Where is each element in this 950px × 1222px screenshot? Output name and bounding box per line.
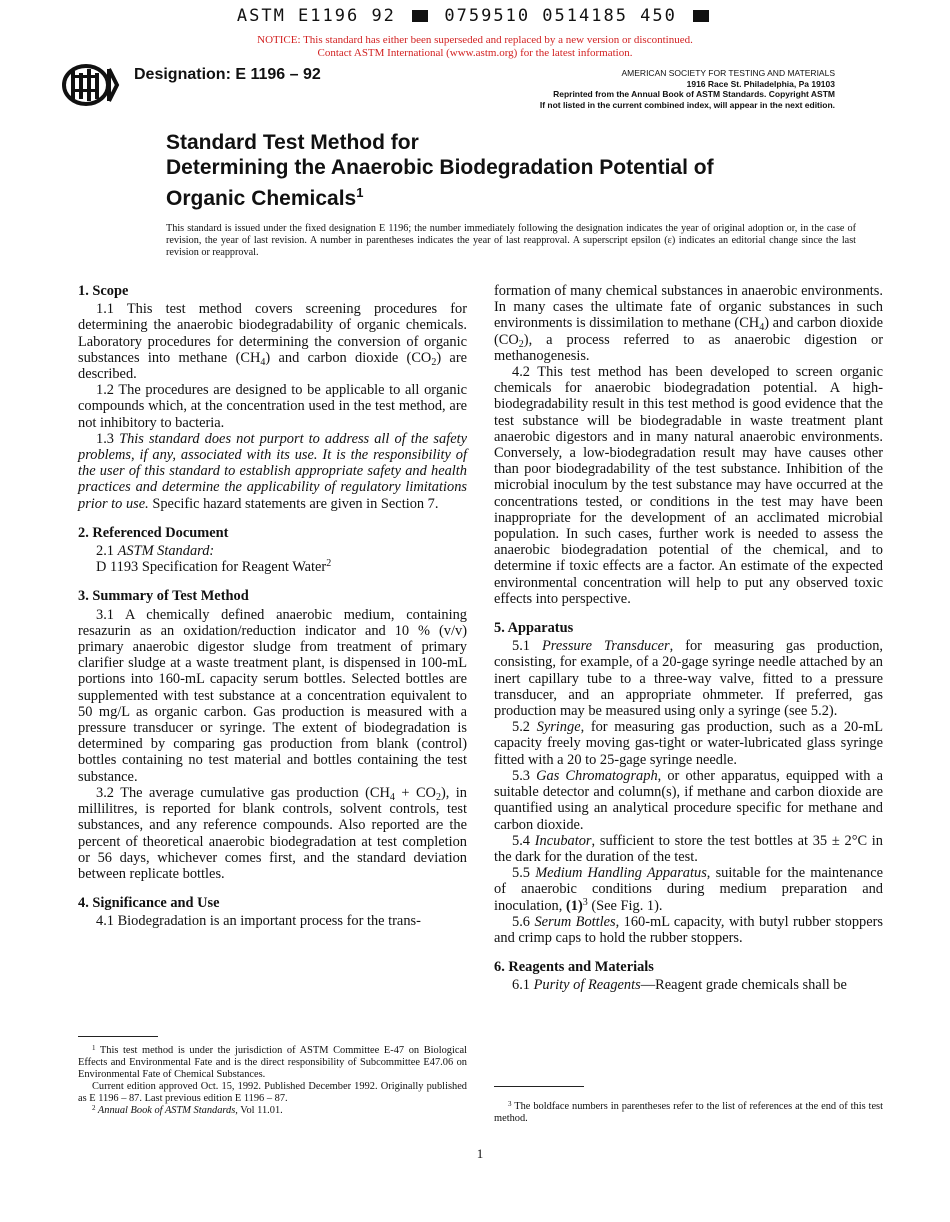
para-5-1: 5.1 Pressure Transducer, for measuring gas production, consisting, for example, of a 20-gage syringe needle attached by an inert capillary tube to a three-way valve, fitted to a pressure transducer, and an appropriate ohmmeter. If preferred, gas production may be measured using only a syringe (see 5.2). bbox=[494, 638, 883, 720]
code-b: 0759510 0514185 450 bbox=[444, 6, 677, 26]
para-4-1-continued: formation of many chemical substances in anaerobic environments. In many cases the ultimate fate of organic substances in such environments is dissimilation to methane $(CH_4)$ and carbon dioxide $(CO_2)$, a process referred to as anaerobic digestion or methanogenesis. bbox=[494, 283, 884, 364]
section-2-heading: 2. Referenced Document bbox=[78, 524, 229, 541]
footnote-3: $^3$ The boldface numbers in parentheses refer to the list of references at the end of this test method. bbox=[494, 1100, 883, 1124]
para-1-3: 1.3 This standard does not purport to address all of the safety problems, if any, associated with its use. It is the responsibility of the user of this standard to establish appropriate safety and health practices and determine the applicability of regulatory limitations prior to use. Specific hazard statements are given in Section 7. bbox=[78, 430, 467, 512]
para-2-1: 2.1 ASTM Standard: bbox=[96, 543, 215, 560]
index-note: If not listed in the current combined index, will appear in the next edition. bbox=[539, 99, 835, 110]
reprint-note: Reprinted from the Annual Book of ASTM Standards. Copyright ASTM bbox=[553, 89, 835, 99]
code-a: ASTM E1196 92 bbox=[236, 6, 396, 26]
astm-logo-icon bbox=[60, 63, 122, 107]
section-3-heading: 3. Summary of Test Method bbox=[78, 588, 249, 605]
para-5-2: 5.2 Syringe, for measuring gas production, such as a 20-mL capacity freely moving gas-tight or water-lubricated glass syringe fitted with a 20 to 25-gage syringe needle. bbox=[494, 719, 883, 768]
notice-line-2: Contact ASTM International (www.astm.org) for the latest information. bbox=[317, 47, 633, 59]
designation: Designation: E 1196 – 92 bbox=[134, 66, 321, 83]
section-5-heading: 5. Apparatus bbox=[494, 620, 574, 637]
footnote-1: $^1$ This test method is under the jurisdiction of ASTM Committee E-47 on Biological Effects and Environmental Fate and is the direct responsibility of Subcommittee E47.06 on Environmental Fate of Chemical Substances. bbox=[78, 1044, 467, 1080]
para-1-1: 1.1 This test method covers screening procedures for determining the anaerobic biodegradability of organic chemicals. Laboratory procedures for determining the conversion of organic substances into methane $(CH_4)$ and carbon dioxide $(CO_2)$ are described. bbox=[78, 301, 467, 383]
section-4-heading: 4. Significance and Use bbox=[78, 895, 220, 912]
footnote-1-edition: Current edition approved Oct. 15, 1992. Published December 1992. Originally published as E 1196 – 87. Last previous edition E 1196 – 87. bbox=[78, 1081, 467, 1104]
right-column bbox=[494, 283, 883, 994]
society-block bbox=[505, 68, 835, 110]
section-1-heading: 1. Scope bbox=[78, 283, 129, 299]
para-3-1: 3.1 A chemically defined anaerobic medium, containing resazurin as an oxidation/reduction indicator and 10 % (v/v) primary anaerobic digestor sludge from treatment of primary clarifier sludge at a waste treatment plant, is dispensed in 100-mL portions into 160-mL capacity serum bottles. Selected bottles are supplemented with test substance at a concentration equivalent to 50 mg/L as organic carbon. Gas production is measured with a pressure transducer or syringe. The extent of biodegradation is determined by comparing gas production from blank (control) bottles containing no test material and bottles containing the test substance. bbox=[78, 606, 467, 785]
footnote-rule-right bbox=[494, 1086, 584, 1087]
supersede-notice bbox=[0, 34, 950, 60]
title-line-3: Organic Chemicals$^1$ bbox=[166, 185, 364, 210]
para-4-1: 4.1 Biodegradation is an important process for the trans- bbox=[96, 913, 421, 930]
section-6-heading: 6. Reagents and Materials bbox=[494, 959, 654, 976]
para-4-2: 4.2 This test method has been developed to screen organic chemicals for anaerobic biodegradation potential. A high-biodegradability result in this test method is good evidence that the test substance will be biodegradable in waste treatment plant anaerobic digestors and in many natural anaerobic environments. Conversely, a low-biodegradation result may have causes other than poor biodegradability of the test substance. Inhibition of the microbial inoculum by the test substance may have occurred at the concentrations tested, or conditions in the test may have been inappropriate for the development of an acclimated microbial population. In such cases, further work is needed to assess the anaerobic biodegradation potential of the chemical, and to determine if toxic effects are a factor. An estimate of the expected environmental concentration will help to put any observed toxic effects into perspective. bbox=[494, 364, 883, 607]
page-number: 1 bbox=[476, 1146, 484, 1161]
document-code-line bbox=[0, 6, 950, 26]
para-3-2: 3.2 The average cumulative gas production $(CH_4 + CO_2)$, in millilitres, is reported for blank controls, solvent controls, test substances, and any reference compounds. Also reported are the percent of theoretical anaerobic biodegradation at test completion or 56 days, whichever comes first, and the standard deviation between replicate bottles. bbox=[78, 784, 467, 882]
para-5-3: 5.3 Gas Chromatograph, or other apparatus, equipped with a suitable detector and column(s), if methane and carbon dioxide are quantified using an analytical procedure specific for methane and carbon dioxide. bbox=[494, 767, 883, 833]
reference-d1193: D 1193 Specification for Reagent Water$^2$ bbox=[96, 558, 332, 576]
footnote-rule-left bbox=[78, 1036, 158, 1037]
notice-line-1: NOTICE: This standard has either been superseded and replaced by a new version or discontinued. bbox=[257, 34, 693, 46]
para-5-5: 5.5 Medium Handling Apparatus, suitable for the maintenance of anaerobic conditions during medium preparation and inoculation, $(1)^3$ (See Fig. 1). bbox=[494, 865, 883, 914]
footnote-2: $^2$ Annual Book of ASTM Standards, Vol 11.01. bbox=[92, 1104, 283, 1116]
barcode-block bbox=[693, 10, 709, 22]
footnotes-left bbox=[78, 1045, 467, 1117]
para-1-2: 1.2 The procedures are designed to be applicable to all organic compounds which, at the concentration used in the test method, are not inhibitory to bacteria. bbox=[78, 382, 467, 431]
society-name: AMERICAN SOCIETY FOR TESTING AND MATERIALS bbox=[621, 68, 835, 78]
title-line-2: Determining the Anaerobic Biodegradation Potential of bbox=[166, 156, 714, 179]
barcode-block bbox=[412, 10, 428, 22]
para-6-1: 6.1 Purity of Reagents—Reagent grade chemicals shall be bbox=[512, 977, 847, 994]
para-5-4: 5.4 Incubator, sufficient to store the test bottles at 35 ± 2°C in the dark for the duration of the test. bbox=[494, 832, 883, 865]
footnotes-right bbox=[494, 1101, 883, 1125]
title-line-1: Standard Test Method for bbox=[166, 131, 419, 154]
para-5-6: 5.6 Serum Bottles, 160-mL capacity, with butyl rubber stoppers and crimp caps to hold the rubber stoppers. bbox=[494, 913, 883, 946]
page-title bbox=[166, 130, 866, 211]
left-column bbox=[78, 283, 467, 930]
society-address: 1916 Race St. Philadelphia, Pa 19103 bbox=[686, 78, 835, 89]
preamble: This standard is issued under the fixed designation E 1196; the number immediately following the designation indicates the year of original adoption or, in the case of revision, the year of last revision. A number in parentheses indicates the year of last reapproval. A superscript epsilon (ε) indicates an editorial change since the last revision or reapproval. bbox=[166, 223, 856, 258]
